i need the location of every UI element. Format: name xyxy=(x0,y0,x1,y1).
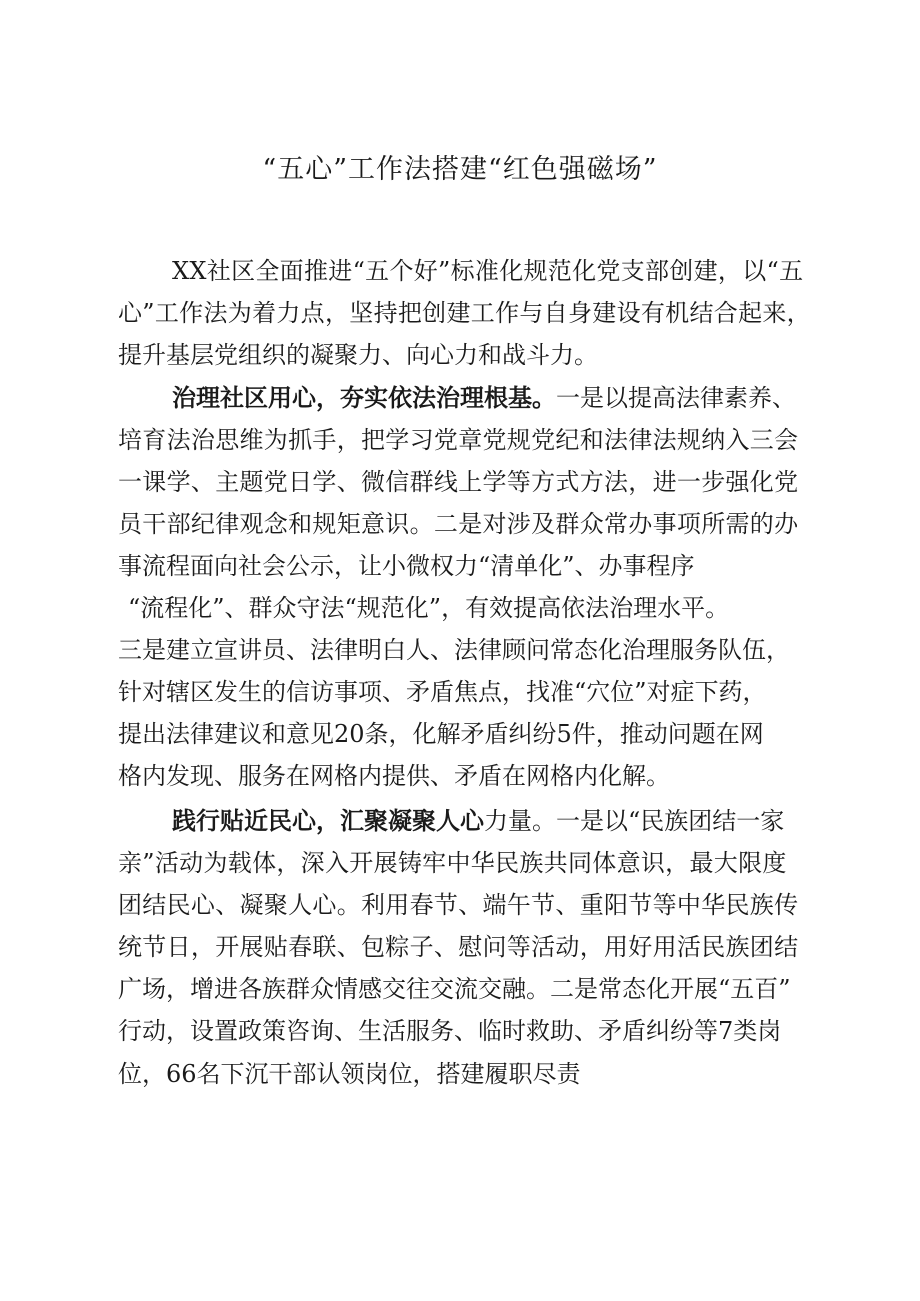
section2-first-line xyxy=(172,803,784,839)
section1-line-9: 提出法律建议和意见20条，化解矛盾纠纷5件，推动问题在网 xyxy=(118,720,764,748)
intro-line-2: 心”工作法为着力点，坚持把创建工作与自身建设有机结合起来， xyxy=(118,299,811,327)
section2-line-6: 行动，设置政策咨询、生活服务、临时救助、矛盾纠纷等7类岗 xyxy=(118,1017,782,1045)
section2-line-7: 位，66名下沉干部认领岗位，搭建履职尽责 xyxy=(118,1060,581,1088)
intro-line-1: XX社区全面推进“五个好”标准化规范化党支部创建，以“五 xyxy=(172,257,804,285)
intro-line-3: 提升基层党组织的凝聚力、向心力和战斗力。 xyxy=(118,341,598,369)
section2-line-4: 统节日，开展贴春联、包粽子、慰问等活动，用好用活民族团结 xyxy=(118,933,799,961)
section1-line-5: 事流程面向社会公示，让小微权力“清单化”、办事程序 xyxy=(118,552,695,580)
section1-heading: 治理社区用心，夯实依法治理根基。 xyxy=(172,383,556,412)
section2-heading: 践行贴近民心，汇聚凝聚人心 xyxy=(172,806,484,835)
section1-line-4: 员干部纪律观念和规矩意识。二是对涉及群众常办事项所需的办 xyxy=(118,510,799,538)
section1-line-10: 格内发现、服务在网格内提供、矛盾在网格内化解。 xyxy=(118,762,670,790)
section1-line-2: 培育法治思维为抓手，把学习党章党规党纪和法律法规纳入三会 xyxy=(118,426,799,454)
section1-line-1: 一是以提高法律素养、 xyxy=(556,384,796,412)
section1-first-line xyxy=(172,380,796,416)
section2-line-5: 广场，增进各族群众情感交往交流交融。二是常态化开展“五百” xyxy=(118,975,791,1003)
section1-line-3: 一课学、主题党日学、微信群线上学等方式方法，进一步强化党 xyxy=(118,468,799,496)
section2-line-2: 亲”活动为载体，深入开展铸牢中华民族共同体意识，最大限度 xyxy=(118,849,787,877)
section2-line-3: 团结民心、凝聚人心。利用春节、端午节、重阳节等中华民族传 xyxy=(118,891,799,919)
section2-line-1: 力量。一是以“民族团结一家 xyxy=(484,807,785,835)
section1-line-6: “流程化”、群众守法“规范化”，有效提高依法治理水平。 xyxy=(128,594,730,622)
section1-line-7: 三是建立宣讲员、法律明白人、法律顾问常态化治理服务队伍， xyxy=(118,636,790,664)
document-title: “五心”工作法搭建“红色强磁场” xyxy=(262,154,658,185)
section1-line-8: 针对辖区发生的信访事项、矛盾焦点，找准“穴位”对症下药， xyxy=(118,678,767,706)
